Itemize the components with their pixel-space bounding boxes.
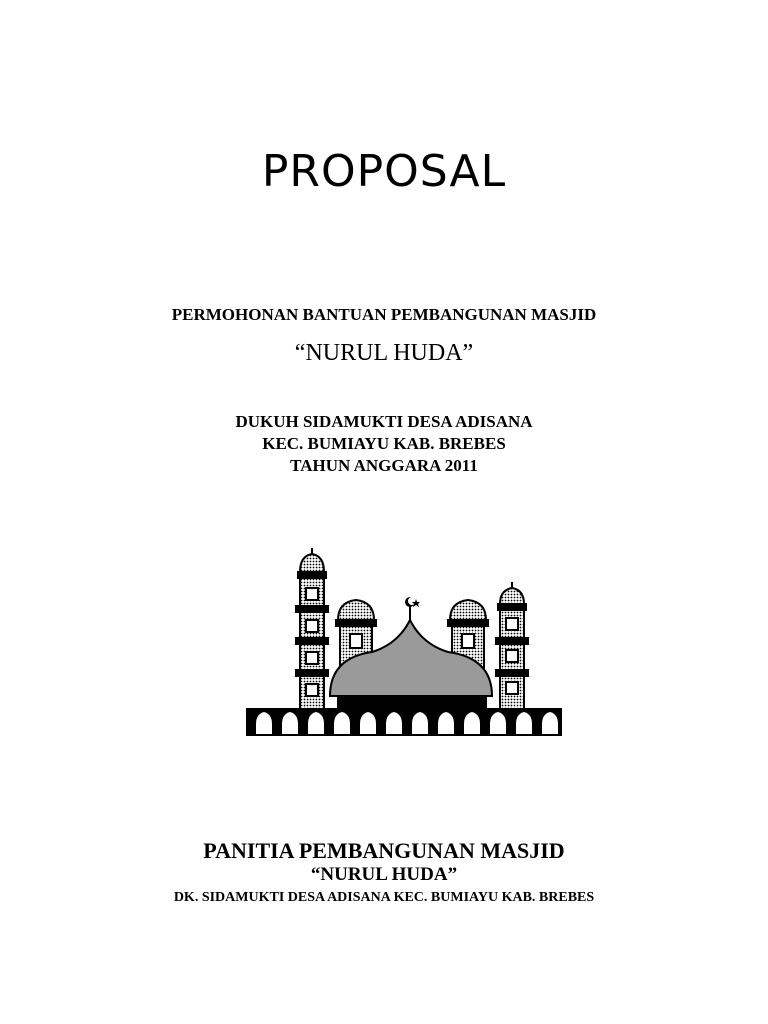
address-line-2: KEC. BUMIAYU KAB. BREBES (262, 434, 506, 453)
mosque-icon (246, 548, 562, 736)
budget-year: TAHUN ANGGARA 2011 (290, 456, 478, 475)
document-subtitle: PERMOHONAN BANTUAN PEMBANGUNAN MASJID (171, 305, 597, 324)
committee-mosque-name: “NURUL HUDA” (310, 864, 458, 885)
committee-name: PANITIA PEMBANGUNAN MASJID (203, 838, 565, 863)
committee-address: DK. SIDAMUKTI DESA ADISANA KEC. BUMIAYU KAB. BREBES (173, 890, 595, 905)
document-title: PROPOSAL (261, 146, 507, 197)
address-line-1: DUKUH SIDAMUKTI DESA ADISANA (235, 412, 533, 431)
mosque-name: “NURUL HUDA” (294, 340, 474, 366)
